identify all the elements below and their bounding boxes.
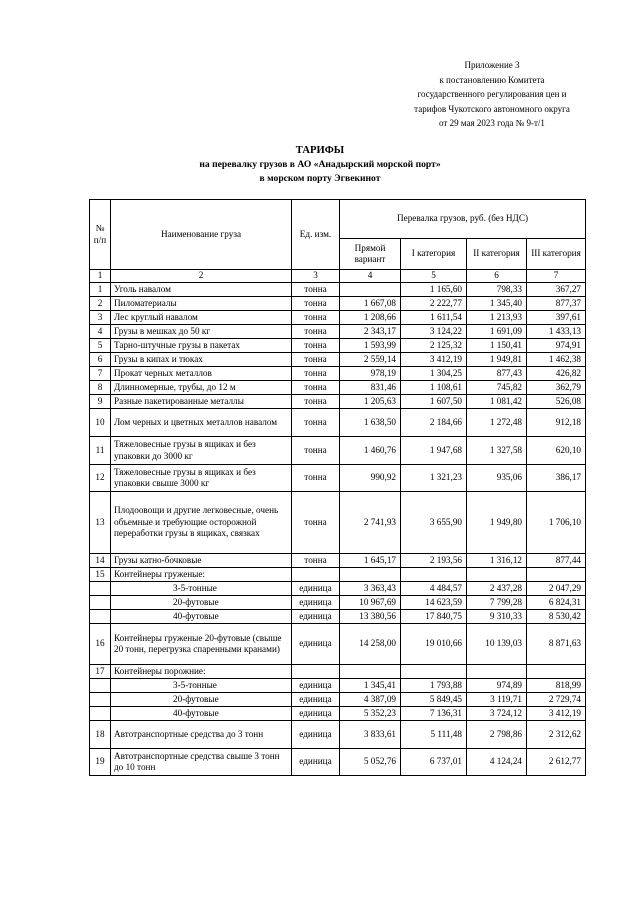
rate-cat3: 6 824,31 — [527, 596, 586, 610]
row-number: 18 — [90, 721, 111, 749]
rate-cat3: 426,82 — [527, 367, 586, 381]
row-number: 5 — [90, 339, 111, 353]
rate-cat1: 1 607,50 — [401, 395, 467, 409]
rate-direct: 1 460,76 — [340, 437, 401, 465]
rate-direct: 5 352,23 — [340, 707, 401, 721]
rate-cat2: 3 119,71 — [467, 693, 527, 707]
rate-cat2: 1 150,41 — [467, 339, 527, 353]
document-title — [0, 144, 640, 186]
unit-of-measure: единица — [292, 624, 340, 665]
col-header-cat1: I категория — [401, 239, 467, 270]
rate-cat2: 877,43 — [467, 367, 527, 381]
cargo-name: Пиломатериалы — [111, 297, 292, 311]
cargo-name: 20-футовые — [111, 693, 292, 707]
rate-cat3: 367,27 — [527, 283, 586, 297]
rate-cat1: 7 136,31 — [401, 707, 467, 721]
rate-cat3: 397,61 — [527, 311, 586, 325]
rate-direct — [340, 568, 401, 582]
rate-cat3: 2 729,74 — [527, 693, 586, 707]
row-number: 11 — [90, 437, 111, 465]
rate-cat1: 2 222,77 — [401, 297, 467, 311]
table-row — [90, 707, 586, 721]
cargo-name: Лом черных и цветных металлов навалом — [111, 409, 292, 437]
cargo-name: Лес круглый навалом — [111, 311, 292, 325]
rate-cat1: 17 840,75 — [401, 610, 467, 624]
rate-direct — [340, 665, 401, 679]
cargo-name: Тяжеловесные грузы в ящиках и без упаковки до 3000 кг — [111, 437, 292, 465]
unit-of-measure: единица — [292, 596, 340, 610]
rate-cat3: 386,17 — [527, 465, 586, 492]
row-number: 17 — [90, 665, 111, 679]
rate-direct: 1 645,17 — [340, 554, 401, 568]
rate-cat1: 2 193,56 — [401, 554, 467, 568]
rate-cat3: 2 312,62 — [527, 721, 586, 749]
table-row — [90, 582, 586, 596]
rate-direct: 13 380,56 — [340, 610, 401, 624]
table-row — [90, 749, 586, 776]
cargo-name: Грузы в кипах и тюках — [111, 353, 292, 367]
rate-cat3 — [527, 665, 586, 679]
col-index: 1 — [90, 270, 111, 283]
rate-cat1: 1 611,54 — [401, 311, 467, 325]
table-row — [90, 437, 586, 465]
row-number — [90, 693, 111, 707]
rate-cat3: 8 530,42 — [527, 610, 586, 624]
rate-cat1: 1 947,68 — [401, 437, 467, 465]
rate-cat3: 1 462,38 — [527, 353, 586, 367]
row-number — [90, 707, 111, 721]
title-main: ТАРИФЫ — [295, 145, 345, 156]
rate-cat3: 1 706,10 — [527, 492, 586, 554]
rate-cat2: 10 139,03 — [467, 624, 527, 665]
rate-cat1: 2 125,32 — [401, 339, 467, 353]
row-number: 13 — [90, 492, 111, 554]
rate-cat2: 1 345,40 — [467, 297, 527, 311]
col-index: 6 — [467, 270, 527, 283]
unit-of-measure: тонна — [292, 353, 340, 367]
table-row — [90, 381, 586, 395]
rate-cat1: 14 623,59 — [401, 596, 467, 610]
table-row — [90, 395, 586, 409]
col-header-cat2: II категория — [467, 239, 527, 270]
rate-cat2: 2 437,28 — [467, 582, 527, 596]
rate-cat3: 620,10 — [527, 437, 586, 465]
rate-cat1: 1 793,88 — [401, 679, 467, 693]
rate-cat1: 1 304,25 — [401, 367, 467, 381]
unit-of-measure: тонна — [292, 381, 340, 395]
unit-of-measure: тонна — [292, 339, 340, 353]
row-number: 9 — [90, 395, 111, 409]
rate-cat2: 1 316,12 — [467, 554, 527, 568]
unit-of-measure: единица — [292, 721, 340, 749]
rate-direct: 3 363,43 — [340, 582, 401, 596]
unit-of-measure: тонна — [292, 325, 340, 339]
rate-cat1 — [401, 568, 467, 582]
rate-cat1: 1 108,61 — [401, 381, 467, 395]
rate-cat3: 2 047,29 — [527, 582, 586, 596]
rate-cat2: 1 272,48 — [467, 409, 527, 437]
unit-of-measure: тонна — [292, 554, 340, 568]
unit-of-measure: тонна — [292, 465, 340, 492]
header-line-committee: государственного регулирования цен и — [417, 89, 567, 100]
rate-cat3: 8 871,63 — [527, 624, 586, 665]
rate-direct: 1 208,66 — [340, 311, 401, 325]
table-head — [90, 200, 586, 283]
table-row — [90, 721, 586, 749]
rate-direct: 831,46 — [340, 381, 401, 395]
table-row — [90, 409, 586, 437]
unit-of-measure: тонна — [292, 437, 340, 465]
cargo-name: Тарно-штучные грузы в пакетах — [111, 339, 292, 353]
cargo-name: Тяжеловесные грузы в ящиках и без упаковки свыше 3000 кг — [111, 465, 292, 492]
rate-cat1: 19 010,66 — [401, 624, 467, 665]
row-number — [90, 582, 111, 596]
rate-direct: 978,19 — [340, 367, 401, 381]
tariff-table — [89, 199, 586, 776]
rate-cat3: 818,99 — [527, 679, 586, 693]
rate-cat2: 1 213,93 — [467, 311, 527, 325]
rate-cat3: 526,08 — [527, 395, 586, 409]
row-number: 6 — [90, 353, 111, 367]
table-row — [90, 297, 586, 311]
row-number: 16 — [90, 624, 111, 665]
header-line-region: тарифов Чукотского автономного округа — [414, 103, 570, 114]
unit-of-measure: тонна — [292, 311, 340, 325]
rate-cat2: 974,89 — [467, 679, 527, 693]
unit-of-measure: единица — [292, 610, 340, 624]
rate-cat2: 1 949,80 — [467, 492, 527, 554]
row-number — [90, 679, 111, 693]
title-line-3: в морском порту Эгвекинот — [259, 173, 381, 184]
table-row — [90, 465, 586, 492]
rate-cat2: 745,82 — [467, 381, 527, 395]
rate-cat1: 2 184,66 — [401, 409, 467, 437]
rate-cat1: 3 412,19 — [401, 353, 467, 367]
col-header-direct: Прямой вариант — [340, 239, 401, 270]
rate-cat3: 877,37 — [527, 297, 586, 311]
rate-direct: 1 205,63 — [340, 395, 401, 409]
rate-cat1: 5 849,45 — [401, 693, 467, 707]
col-index: 5 — [401, 270, 467, 283]
unit-of-measure — [292, 665, 340, 679]
rate-cat2: 4 124,24 — [467, 749, 527, 776]
row-number: 3 — [90, 311, 111, 325]
rate-cat3: 974,91 — [527, 339, 586, 353]
col-index: 3 — [292, 270, 340, 283]
rate-cat1: 1 321,23 — [401, 465, 467, 492]
unit-of-measure: тонна — [292, 409, 340, 437]
rate-cat2 — [467, 568, 527, 582]
rate-cat1: 6 737,01 — [401, 749, 467, 776]
col-index: 2 — [111, 270, 292, 283]
rate-direct: 1 638,50 — [340, 409, 401, 437]
cargo-name: 40-футовые — [111, 610, 292, 624]
table-row — [90, 367, 586, 381]
rate-cat1: 3 655,90 — [401, 492, 467, 554]
cargo-name: Грузы катно-бочковые — [111, 554, 292, 568]
unit-of-measure: тонна — [292, 283, 340, 297]
rate-cat1: 3 124,22 — [401, 325, 467, 339]
table-row — [90, 325, 586, 339]
table-row — [90, 492, 586, 554]
cargo-name: 3-5-тонные — [111, 679, 292, 693]
rate-cat2: 798,33 — [467, 283, 527, 297]
rate-cat2: 935,06 — [467, 465, 527, 492]
table-row — [90, 624, 586, 665]
unit-of-measure: тонна — [292, 367, 340, 381]
rate-direct: 10 967,69 — [340, 596, 401, 610]
row-number — [90, 596, 111, 610]
table-row — [90, 665, 586, 679]
unit-of-measure: тонна — [292, 492, 340, 554]
rate-direct: 990,92 — [340, 465, 401, 492]
cargo-name: Длинномерные, трубы, до 12 м — [111, 381, 292, 395]
table-body — [90, 283, 586, 776]
header-line-resolution: к постановлению Комитета — [439, 74, 545, 85]
cargo-name: Плодоовощи и другие легковесные, очень объемные и требующие осторожной переработки грузы в ящиках, связках — [111, 492, 292, 554]
document-header — [392, 58, 592, 131]
row-number: 1 — [90, 283, 111, 297]
row-number: 8 — [90, 381, 111, 395]
unit-of-measure: единица — [292, 707, 340, 721]
rate-cat2: 9 310,33 — [467, 610, 527, 624]
table-row — [90, 353, 586, 367]
unit-of-measure: единица — [292, 749, 340, 776]
rate-cat2: 1 691,09 — [467, 325, 527, 339]
rate-direct — [340, 283, 401, 297]
cargo-name: 40-футовые — [111, 707, 292, 721]
table-row — [90, 679, 586, 693]
row-number: 19 — [90, 749, 111, 776]
col-index: 7 — [527, 270, 586, 283]
rate-cat2: 3 724,12 — [467, 707, 527, 721]
cargo-name: 3-5-тонные — [111, 582, 292, 596]
cargo-name: Контейнеры груженые: — [111, 568, 292, 582]
rate-direct: 1 345,41 — [340, 679, 401, 693]
rate-direct: 14 258,00 — [340, 624, 401, 665]
row-number: 14 — [90, 554, 111, 568]
col-header-unit: Ед. изм. — [292, 200, 340, 270]
rate-cat3: 1 433,13 — [527, 325, 586, 339]
rate-cat1: 1 165,60 — [401, 283, 467, 297]
rate-cat3: 3 412,19 — [527, 707, 586, 721]
rate-cat2: 2 798,86 — [467, 721, 527, 749]
rate-cat3: 912,18 — [527, 409, 586, 437]
rate-cat2: 1 081,42 — [467, 395, 527, 409]
rate-direct: 1 593,99 — [340, 339, 401, 353]
rate-direct: 1 667,08 — [340, 297, 401, 311]
unit-of-measure: тонна — [292, 395, 340, 409]
rate-cat3: 877,44 — [527, 554, 586, 568]
table-row — [90, 610, 586, 624]
rate-direct: 2 343,17 — [340, 325, 401, 339]
row-number — [90, 610, 111, 624]
rate-cat3: 2 612,77 — [527, 749, 586, 776]
row-number: 15 — [90, 568, 111, 582]
cargo-name: Разные пакетированные металлы — [111, 395, 292, 409]
table-row — [90, 311, 586, 325]
rate-direct: 2 741,93 — [340, 492, 401, 554]
row-number: 2 — [90, 297, 111, 311]
table-row — [90, 596, 586, 610]
header-line-date: от 29 мая 2023 года № 9-т/1 — [439, 118, 545, 129]
table-row — [90, 554, 586, 568]
row-number: 4 — [90, 325, 111, 339]
table-row — [90, 568, 586, 582]
col-index: 4 — [340, 270, 401, 283]
cargo-name: Контейнеры порожние: — [111, 665, 292, 679]
unit-of-measure: единица — [292, 693, 340, 707]
unit-of-measure: единица — [292, 679, 340, 693]
rate-cat1: 4 484,57 — [401, 582, 467, 596]
col-header-name: Наименование груза — [111, 200, 292, 270]
rate-direct: 5 052,76 — [340, 749, 401, 776]
unit-of-measure: единица — [292, 582, 340, 596]
col-header-cat3: III категория — [527, 239, 586, 270]
row-number: 12 — [90, 465, 111, 492]
rate-cat3 — [527, 568, 586, 582]
rate-cat1: 5 111,48 — [401, 721, 467, 749]
rate-cat3: 362,79 — [527, 381, 586, 395]
col-header-group: Перевалка грузов, руб. (без НДС) — [340, 200, 586, 239]
col-header-num: № п/п — [90, 200, 111, 270]
rate-direct: 3 833,61 — [340, 721, 401, 749]
rate-cat2 — [467, 665, 527, 679]
title-line-2: на перевалку грузов в АО «Анадырский морской порт» — [199, 159, 441, 170]
unit-of-measure: тонна — [292, 297, 340, 311]
header-line-appendix: Приложение 3 — [464, 60, 520, 70]
cargo-name: 20-футовые — [111, 596, 292, 610]
rate-direct: 4 387,09 — [340, 693, 401, 707]
table-row — [90, 283, 586, 297]
cargo-name: Автотранспортные средства свыше 3 тонн до 10 тонн — [111, 749, 292, 776]
unit-of-measure — [292, 568, 340, 582]
rate-cat2: 1 327,58 — [467, 437, 527, 465]
rate-cat2: 7 799,28 — [467, 596, 527, 610]
cargo-name: Уголь навалом — [111, 283, 292, 297]
cargo-name: Автотранспортные средства до 3 тонн — [111, 721, 292, 749]
cargo-name: Грузы в мешках до 50 кг — [111, 325, 292, 339]
rate-cat1 — [401, 665, 467, 679]
row-number: 7 — [90, 367, 111, 381]
cargo-name: Прокат черных металлов — [111, 367, 292, 381]
cargo-name: Контейнеры груженые 20-футовые (свыше 20 тонн, перегрузка спаренными кранами) — [111, 624, 292, 665]
table-row — [90, 693, 586, 707]
table-row — [90, 339, 586, 353]
row-number: 10 — [90, 409, 111, 437]
rate-direct: 2 559,14 — [340, 353, 401, 367]
rate-cat2: 1 949,81 — [467, 353, 527, 367]
